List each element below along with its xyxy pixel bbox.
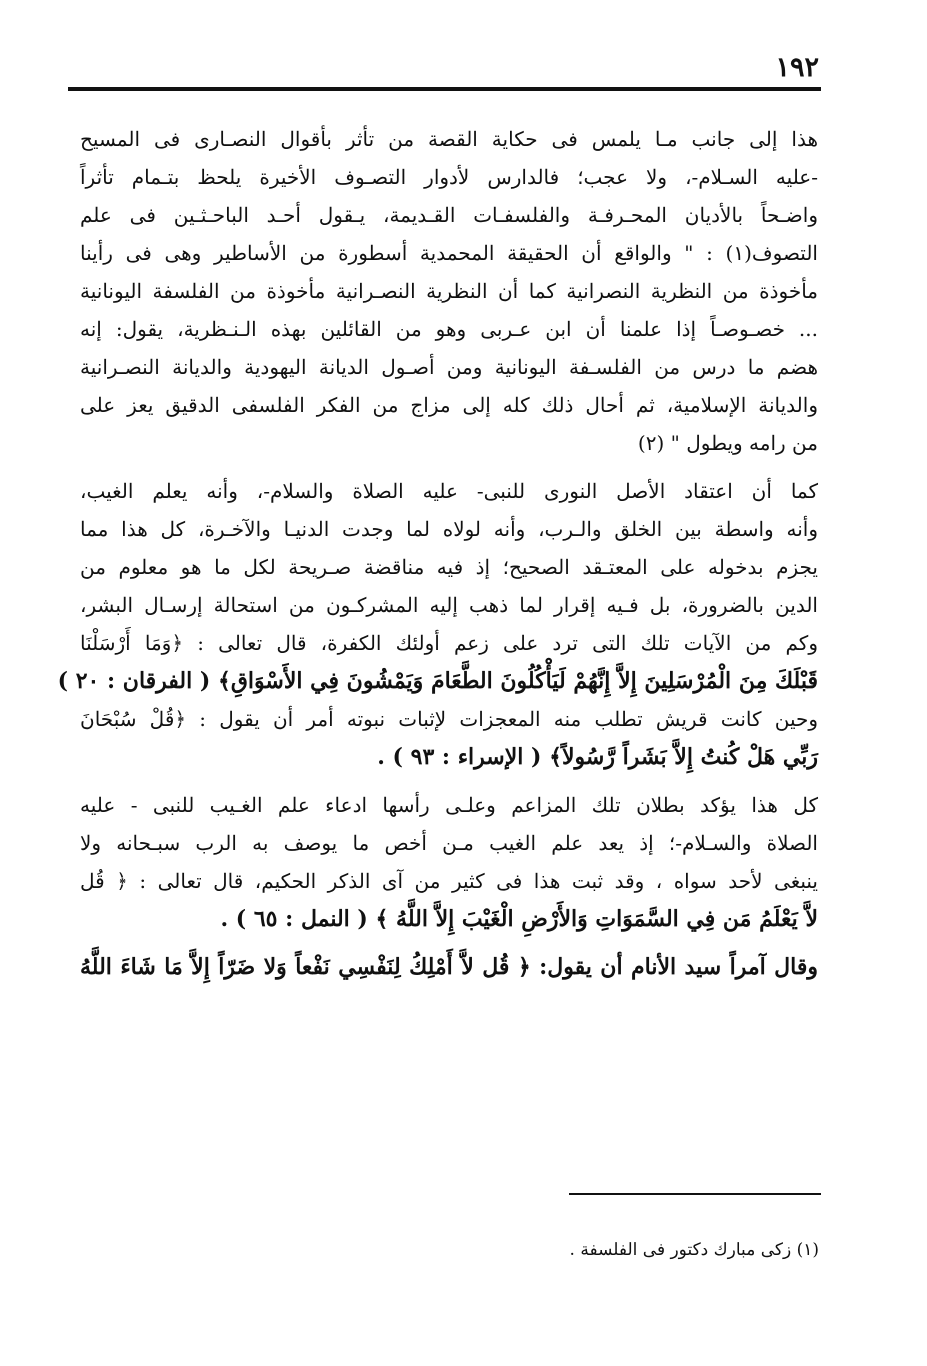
text-line: وحين كانت قريش تطلب منه المعجزات لإثبات نبوته أمر أن يقول : ﴿قُلْ سُبْحَانَ (80, 707, 818, 731)
paragraph-2 (57, 472, 818, 776)
text-line: وأنه واسطة بين الخلق والـرب، وأنه لولاه لما وجدت الدنيـا والآخـرة، كل هذا مما (80, 517, 818, 541)
quran-verse-line: وقال آمراً سيد الأنام أن يقول: ﴿ قُل لاَّ أَمْلِكُ لِنَفْسِي نَفْعاً وَلا ضَرّاً إِلاَّ مَا شَاءَ اللَّهُ (80, 954, 818, 980)
text-line: يجزم بدخوله على المعتـقد الصحيح؛ إذ فيه مناقضة صـريحة لكل ما هو معلوم من (80, 555, 818, 579)
text-line: هذا إلى جانب مـا يلمس فى حكاية القصة من تأثر بأقوال النصـارى فى المسيح (80, 127, 818, 151)
text-line: الصلاة والسـلام-؛ إذ يعد علم الغيب مـن أخص ما يوصف به الرب سبـحانه ولا (80, 831, 818, 855)
footnote: (١) زكى مبارك دكتور فى الفلسفة . (569, 1240, 819, 1260)
quran-verse-line: لاَّ يَعْلَمُ مَن فِي السَّمَوَاتِ وَالأَرْضِ الْغَيْبَ إِلاَّ اللَّهُ ﴾ ( النمل : ٦٥ ) . (220, 906, 818, 932)
header-divider (68, 87, 821, 91)
paragraph-4 (80, 948, 818, 986)
text-line: كل هذا يؤكد بطلان تلك المزاعم وعلـى رأسها ادعاء علم الغـيب للنبى - عليه (80, 793, 818, 817)
text-line: وكم من الآيات تلك التى ترد على زعم أولئك الكفرة، قال تعالى : ﴿وَمَا أَرْسَلْنَا (80, 631, 818, 655)
text-line: واضـحاً بالأديان المحـرفـة والفلسفـات القـديمة، يـقول أحـد الباحـثـين فى علم (80, 203, 818, 227)
text-line: الدين بالضرورة، بل فـيه إقرار لما ذهب إليه المشركـون من استحالة إرسـال البشر، (80, 593, 818, 617)
quran-verse-line: رَبِّي هَلْ كُنتُ إِلاَّ بَشَراً رَّسُولاً﴾ ( الإسراء : ٩٣ ) . (377, 744, 818, 770)
text-line: كما أن اعتقاد الأصل النورى للنبى- عليه الصلاة والسلام-، وأنه يعلم الغيب، (80, 479, 818, 503)
footnote-divider (569, 1193, 821, 1195)
body-text (57, 120, 818, 986)
paragraph-3 (80, 786, 818, 938)
text-line: مأخوذة من النظرية النصرانية كما أن النظرية النصـرانية مأخوذة من الفلسفة اليونانية (80, 279, 818, 303)
text-line: هضم ما درس من الفلسـفة اليونانية ومن أصـول الديانة اليهودية والديانة النصـرانية (80, 355, 818, 379)
quran-verse-line: قَبْلَكَ مِنَ الْمُرْسَلِينَ إِلاَّ إِنَّهُمْ لَيَأْكُلُونَ الطَّعَامَ وَيَمْشُونَ فِي الأَسْوَاقِ﴾ ( الفرقان : ٢٠ ) (57, 668, 818, 694)
text-line: ... خصـوصـاً إذا علمنا أن ابن عـربى وهو من القائلين بهذه الـنـظرية، يقول: إنه (80, 317, 818, 341)
text-line: ينبغى لأحد سواه ، وقد ثبت هذا فى كثير من آى الذكر الحكيم، قال تعالى : ﴿ قُل (80, 869, 818, 893)
text-line: والديانة الإسلامية، ثم أحال ذلك كله إلى مزاج من الفكر الفلسفى الدقيق يعز على (80, 393, 818, 417)
paragraph-1 (80, 120, 818, 462)
text-line: التصوف(١) : " والواقع أن الحقيقة المحمدية أسطورة من الأساطير وهى فى رأينا (80, 241, 818, 265)
text-line: من رامه ويطول " (٢) (637, 431, 818, 455)
page-number: ١٩٢ (775, 52, 819, 83)
text-line: -عليه السـلام-، ولا عجب؛ فالدارس لأدوار التصـوف الأخيرة يلحظ بتـمام تأثراً (80, 165, 818, 189)
